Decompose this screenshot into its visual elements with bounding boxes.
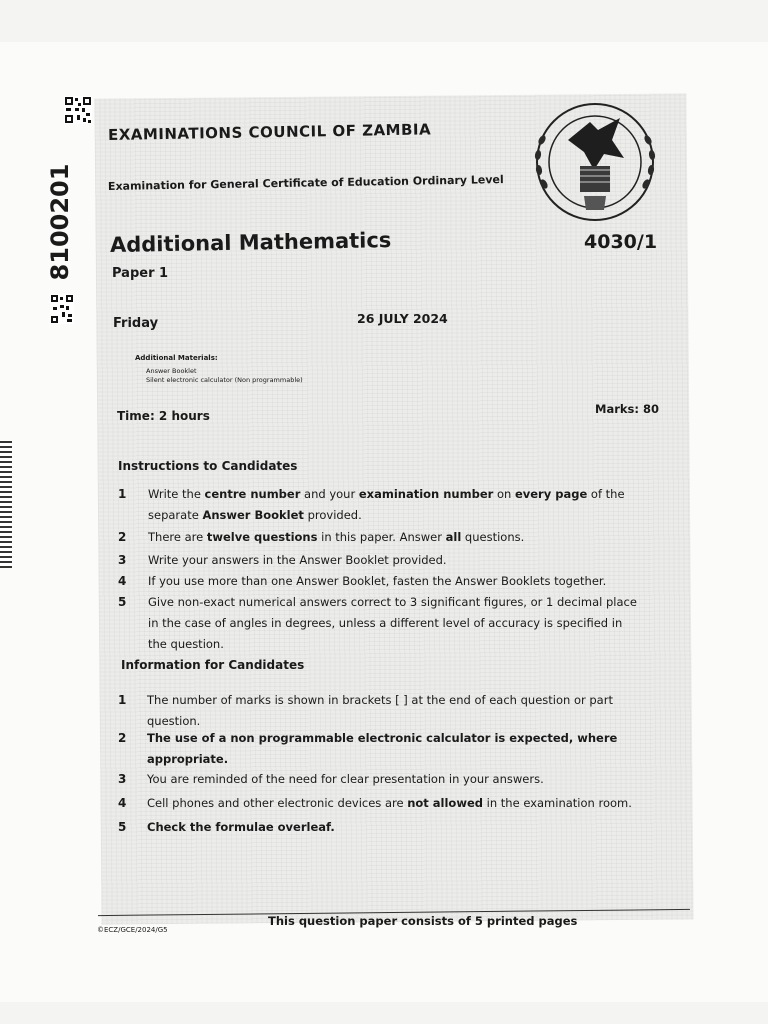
information-item-text: The number of marks is shown in brackets [ ] at the end of each question or part question. xyxy=(147,693,613,728)
paper-serial-code: 8100201 xyxy=(46,163,74,281)
binding-edge-strip xyxy=(0,440,12,568)
information-item-number: 2 xyxy=(118,731,127,745)
information-item-text: Cell phones and other electronic devices are not allowed in the examination room. xyxy=(147,796,632,810)
qr-code-icon xyxy=(64,96,92,124)
materials-heading: Additional Materials: xyxy=(135,354,218,362)
information-item-number: 5 xyxy=(118,820,127,834)
instruction-item-number: 2 xyxy=(118,530,127,544)
footer-reference: ©ECZ/GCE/2024/G5 xyxy=(97,926,168,934)
materials-item: Answer Booklet xyxy=(146,367,197,375)
exam-day: Friday xyxy=(113,316,159,331)
information-item-text: You are reminded of the need for clear presentation in your answers. xyxy=(147,772,544,786)
information-item-number: 1 xyxy=(118,693,127,707)
information-item-number: 4 xyxy=(118,796,127,810)
exam-level: Examination for General Certificate of Education Ordinary Level xyxy=(107,173,504,193)
materials-item: Silent electronic calculator (Non programmable) xyxy=(146,376,303,384)
zambia-coat-of-arms-seal xyxy=(524,100,666,228)
instructions-heading: Instructions to Candidates xyxy=(118,459,298,473)
qr-code-icon xyxy=(50,294,74,324)
instruction-item-number: 5 xyxy=(118,595,127,609)
total-marks: Marks: 80 xyxy=(595,402,659,416)
footer-page-count: This question paper consists of 5 printed pages xyxy=(268,914,578,928)
instruction-item-text: Write your answers in the Answer Booklet provided. xyxy=(148,553,447,567)
instruction-item-text: There are twelve questions in this paper. Answer all questions. xyxy=(148,530,525,544)
exam-duration: Time: 2 hours xyxy=(117,409,210,423)
instruction-item-number: 4 xyxy=(118,574,127,588)
instruction-item-text: If you use more than one Answer Booklet, fasten the Answer Booklets together. xyxy=(148,574,607,588)
information-heading: Information for Candidates xyxy=(121,658,305,672)
exam-date: 26 JULY 2024 xyxy=(357,311,448,326)
subject-code: 4030/1 xyxy=(584,231,658,253)
information-item-number: 3 xyxy=(118,772,127,786)
instruction-item-number: 1 xyxy=(118,487,127,501)
information-item-text: The use of a non programmable electronic calculator is expected, where appropriate. xyxy=(147,731,618,766)
council-name: EXAMINATIONS COUNCIL OF ZAMBIA xyxy=(107,120,432,144)
instruction-item-number: 3 xyxy=(118,553,127,567)
information-item-text: Check the formulae overleaf. xyxy=(147,820,335,834)
instruction-item-text: Give non-exact numerical answers correct to 3 significant figures, or 1 decimal place in the case of angles in degrees, unless a different level of accuracy is specified in the question. xyxy=(148,595,637,651)
subject-title: Additional Mathematics xyxy=(109,228,392,257)
paper-number: Paper 1 xyxy=(112,266,169,281)
instruction-item-text: Write the centre number and your examination number on every page of the separate Answer Booklet provided. xyxy=(148,487,625,522)
